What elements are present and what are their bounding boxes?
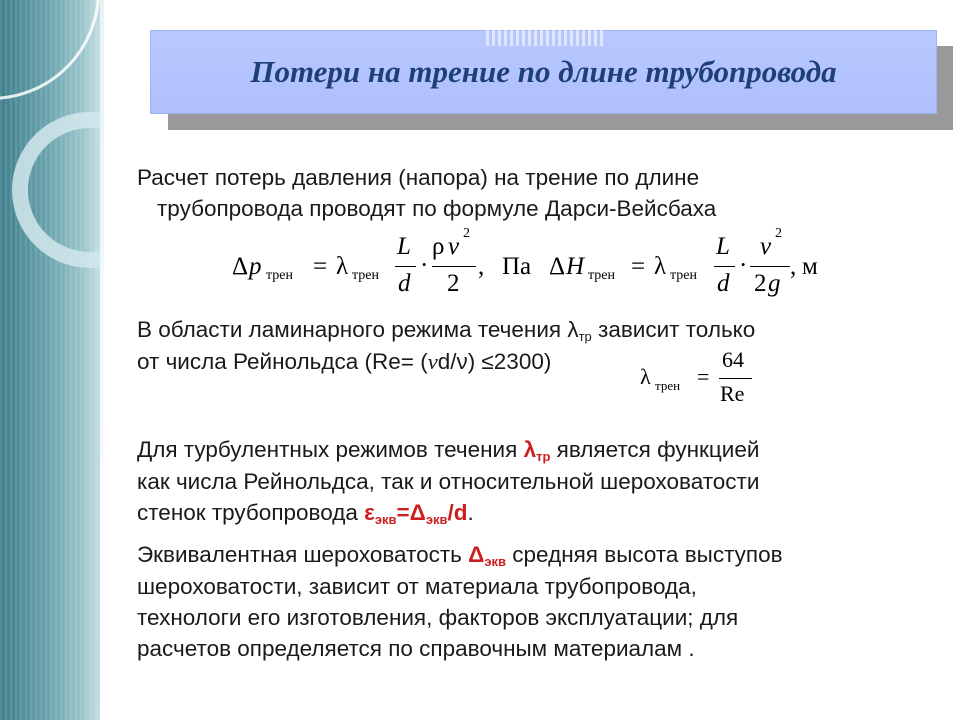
text-fragment: d/ν) ≤2300) — [437, 348, 552, 374]
unit-pa: Па — [502, 253, 532, 280]
epsilon-symbol: ε — [364, 499, 375, 525]
unit-m: м — [802, 253, 818, 280]
paragraph-laminar — [137, 314, 937, 377]
comma: , — [478, 253, 485, 280]
title-decoration — [486, 30, 606, 46]
denominator-re: Re — [720, 381, 745, 406]
symbol-H: H — [566, 253, 585, 280]
text-fragment: от числа Рейнольдса (Re= ( — [137, 348, 428, 374]
text-line: расчетов определяется по справочным материалам . — [137, 636, 695, 662]
text-line — [137, 542, 783, 567]
decorative-left-band — [0, 0, 104, 720]
paragraph-equivalent-roughness — [137, 539, 937, 664]
comma: , — [790, 253, 797, 280]
fraction-bar — [432, 266, 476, 267]
multiply-dot: · — [739, 252, 748, 279]
numerator-L: L — [716, 233, 730, 260]
text-line: шероховатости, зависит от материала трубопровода, — [137, 573, 697, 599]
text-fragment: Для турбулентных режимов течения — [137, 437, 524, 462]
text-line: трубопровода проводят по формуле Дарси-Вейсбаха — [157, 196, 717, 222]
delta-symbol: Δ — [468, 542, 485, 567]
equals-sign: = — [631, 253, 646, 280]
subscript-ekv: экв — [484, 554, 507, 569]
lambda-symbol: λ — [523, 437, 537, 462]
equals-sign: = — [313, 253, 328, 280]
subscript-tren: трен — [588, 268, 615, 283]
text-fragment: является функцией — [550, 437, 760, 462]
subscript-tren: трен — [352, 268, 379, 283]
delta-symbol: Δ — [549, 253, 566, 280]
lambda-symbol: λ — [640, 364, 651, 389]
subscript-tren: трен — [266, 268, 293, 283]
stripe-pattern — [0, 0, 104, 720]
fraction-bar — [395, 266, 416, 267]
lambda-symbol: λ — [336, 253, 349, 280]
paragraph-darcy-intro — [137, 162, 937, 224]
fraction-bar — [750, 266, 790, 267]
equals-sign: = — [396, 499, 410, 525]
fraction-bar — [719, 378, 752, 379]
text-line — [137, 437, 759, 462]
delta-symbol: Δ — [409, 499, 426, 525]
text-line: как числа Рейнольдса, так и относительной шероховатости — [137, 468, 760, 494]
subscript-tren: трен — [670, 268, 697, 283]
text-line — [137, 317, 755, 342]
symbol-p: p — [249, 253, 262, 280]
band-edge — [100, 0, 104, 720]
denominator-d: d — [398, 270, 411, 297]
subscript-tr: тр — [536, 449, 551, 464]
symbol-v: v — [448, 233, 460, 260]
numerator-L: L — [397, 233, 411, 260]
text-line — [137, 500, 474, 525]
symbol-rho: ρ — [432, 233, 445, 260]
fraction-bar — [714, 266, 735, 267]
delta-symbol: Δ — [232, 253, 249, 280]
lambda-symbol: λ — [654, 253, 667, 280]
text-fragment: средняя высота выступов — [506, 542, 783, 567]
equals-sign: = — [697, 364, 710, 389]
subscript-tr: тр — [578, 329, 592, 344]
subscript-tren: трен — [655, 378, 681, 393]
subscript-ekv: экв — [374, 511, 397, 527]
subscript-ekv: экв — [425, 511, 448, 527]
text-line: технологи его изготовления, факторов эксплуатации; для — [137, 604, 739, 630]
denominator-d: d — [717, 270, 730, 297]
period: . — [467, 499, 474, 525]
text-line — [137, 349, 551, 374]
numerator-64: 64 — [722, 347, 744, 372]
slash-d: /d — [447, 499, 468, 525]
exponent-2: 2 — [775, 226, 782, 241]
paragraph-turbulent — [137, 434, 937, 529]
text-line: Расчет потерь давления (напора) на трение по длине — [137, 165, 700, 190]
denominator-2: 2 — [447, 270, 460, 297]
text-fragment: В области ламинарного режима течения λ — [137, 317, 579, 342]
delta-ekv-red — [468, 542, 506, 567]
text-fragment: Эквивалентная шероховатость — [137, 542, 469, 567]
multiply-dot: · — [420, 252, 429, 279]
text-fragment: зависит только — [591, 317, 756, 342]
symbol-v: v — [760, 233, 772, 260]
symbol-v: v — [427, 348, 438, 374]
symbol-g: g — [768, 270, 781, 297]
denominator-2: 2 — [754, 270, 767, 297]
text-fragment: стенок трубопровода — [137, 499, 365, 525]
exponent-2: 2 — [463, 226, 470, 241]
lambda-red — [524, 437, 551, 462]
relative-roughness-expression — [364, 500, 467, 525]
page-title: Потери на трение по длине трубопровода — [250, 54, 837, 89]
